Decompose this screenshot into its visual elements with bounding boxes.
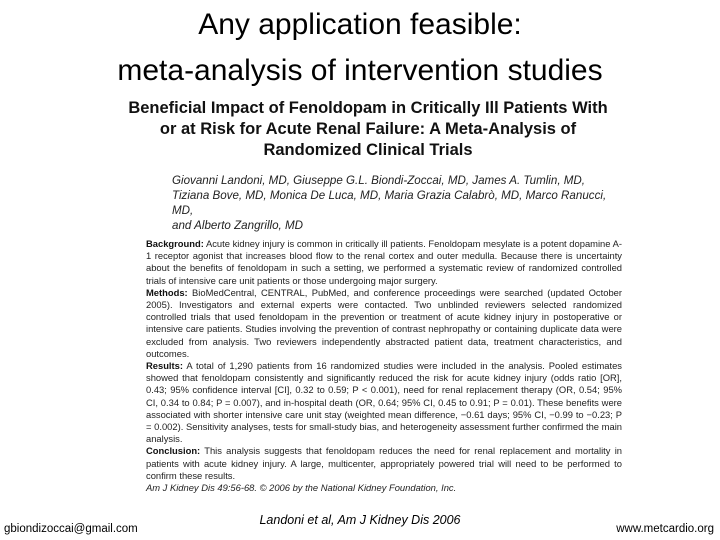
paper-authors: [108, 173, 628, 233]
paper-title-line-3: Randomized Clinical Trials: [263, 141, 473, 159]
authors-line-1: Giovanni Landoni, MD, Giuseppe G.L. Biondi-Zoccai, MD, James A. Tumlin, MD,: [172, 174, 586, 187]
footer-reference: Landoni et al, Am J Kidney Dis 2006: [259, 513, 461, 527]
abstract-methods: [146, 287, 622, 360]
abstract-background: [146, 238, 622, 287]
background-label: Background:: [146, 238, 204, 249]
methods-text: BioMedCentral, CENTRAL, PubMed, and conference proceedings were searched (updated October 2005). Investigators and external experts were contacted. Two unblinded reviewers selected randomized controlled trials that used fenoldopam in the prevention or treatment of acute kidney injury in postoperative or intensive care patients. Studies involving the prevention of contrast nephropathy or containing duplicate data were excluded from analysis. Two reviewers independently abstracted patient data, treatment characteristics, and outcomes.: [146, 286, 622, 359]
conclusion-text: This analysis suggests that fenoldopam reduces the need for renal replacement and mortality in patients with acute kidney injury. A large, multicenter, appropriately powered trial will need to be performed to confirm these results.: [146, 445, 622, 481]
results-label: Results:: [146, 360, 183, 372]
paper-header: [108, 98, 628, 233]
authors-line-3: and Alberto Zangrillo, MD: [172, 219, 304, 232]
authors-line-2: Tiziana Bove, MD, Monica De Luca, MD, Maria Grazia Calabrò, MD, Marco Ranucci, MD,: [172, 189, 607, 217]
abstract-citation: Am J Kidney Dis 49:56-68. © 2006 by the National Kidney Foundation, Inc.: [146, 482, 457, 494]
footer-website: www.metcardio.org: [616, 523, 714, 535]
paper-title-line-2: or at Risk for Acute Renal Failure: A Meta-Analysis of: [159, 120, 577, 138]
slide-title-line-1: Any application feasible:: [198, 8, 522, 41]
background-text: Acute kidney injury is common in critically ill patients. Fenoldopam mesylate is a potent dopamine A-1 receptor agonist that increases blood flow to the renal cortex and outer medulla. Because there is uncertainty about the benefits of fenoldopam in such a setting, we performed a systematic review of randomized controlled trials of intensive care unit patients or those undergoing major surgery.: [146, 238, 622, 286]
paper-title: [108, 98, 628, 161]
footer-email: gbiondizoccai@gmail.com: [4, 523, 138, 535]
slide-title-line-2: meta-analysis of intervention studies: [117, 54, 603, 87]
abstract-conclusion: [146, 445, 622, 482]
paper-abstract: [146, 238, 622, 494]
conclusion-label: Conclusion:: [146, 445, 201, 457]
methods-label: Methods:: [146, 286, 188, 298]
paper-title-line-1: Beneficial Impact of Fenoldopam in Critically Ill Patients With: [128, 99, 608, 117]
results-text: A total of 1,290 patients from 16 randomized studies were included in the analysis. Pooled estimates showed that fenoldopam consistently and significantly reduced the risk for acute kidney injury (odds ratio [OR], 0.43; 95% confidence interval [CI], 0.32 to 0.59; P < 0.001), need for renal replacement therapy (OR, 0.54; 95% CI, 0.34 to 0.84; P = 0.007), and in-hospital death (OR, 0.64; 95% CI, 0.45 to 0.91; P = 0.01). These benefits were associated with shorter intensive care unit stay (weighted mean difference, −0.61 days; 95% CI, −0.99 to −0.23; P = 0.002). Sensitivity analyses, tests for small-study bias, and heterogeneity assessment further confirmed the main analysis.: [146, 360, 622, 445]
abstract-results: [146, 360, 622, 445]
